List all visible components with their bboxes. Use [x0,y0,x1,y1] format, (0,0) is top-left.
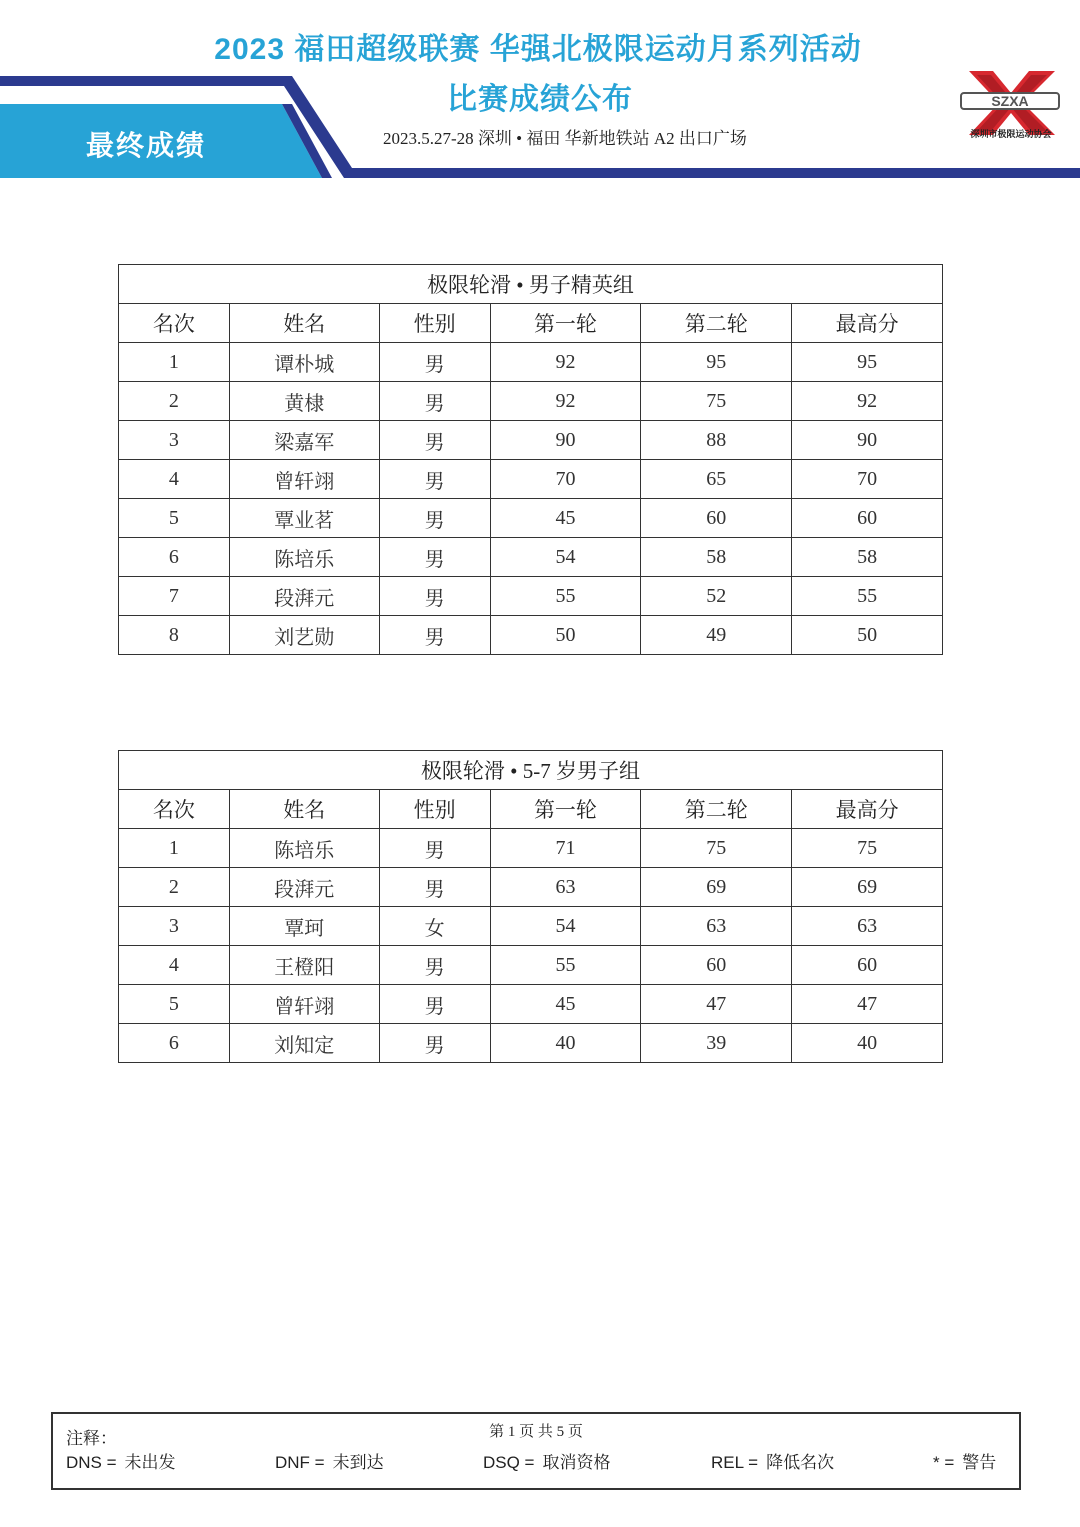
table-header-row [119,304,943,343]
footer-legend-box [51,1412,1021,1490]
table-row: 7 段湃元 男 55 52 55 [119,577,943,616]
table-row: 4 王橙阳 男 55 60 60 [119,946,943,985]
col-header-round1: 第一轮 [490,304,641,343]
table-row: 2 黄棣 男 92 75 92 [119,382,943,421]
col-header-name: 姓名 [229,790,379,829]
table-row: 5 曾轩翊 男 45 47 47 [119,985,943,1024]
legend-rel: REL = 降低名次 [711,1453,835,1472]
col-header-gender: 性别 [379,790,490,829]
col-header-name: 姓名 [229,304,379,343]
col-header-round2: 第二轮 [641,304,792,343]
results-table-elite [118,264,943,655]
col-header-best: 最高分 [792,790,943,829]
col-header-round1: 第一轮 [490,790,641,829]
table-row: 3 梁嘉军 男 90 88 90 [119,421,943,460]
table-row: 6 陈培乐 男 54 58 58 [119,538,943,577]
legend-dnf: DNF = 未到达 [275,1453,384,1472]
table-row: 4 曾轩翊 男 70 65 70 [119,460,943,499]
table-row: 6 刘知定 男 40 39 40 [119,1024,943,1063]
logo-caption: 深圳市极限运动协会 [970,129,1052,139]
note-label: 注释： [66,1429,117,1448]
col-header-rank: 名次 [119,304,230,343]
table-row: 2 段湃元 男 63 69 69 [119,868,943,907]
table-title: 极限轮滑 • 5-7 岁男子组 [119,751,943,790]
results-table-5-7 [118,750,943,1063]
table-row: 8 刘艺勋 男 50 49 50 [119,616,943,655]
table-title: 极限轮滑 • 男子精英组 [119,265,943,304]
table-row: 5 覃业茗 男 45 60 60 [119,499,943,538]
table-header-row [119,790,943,829]
col-header-gender: 性别 [379,304,490,343]
legend-warning: * = 警告 [933,1453,997,1472]
main-title: 2023 福田超级联赛 华强北极限运动月系列活动 [214,33,862,66]
col-header-best: 最高分 [792,304,943,343]
legend-dsq: DSQ = 取消资格 [483,1453,611,1472]
table-row: 1 谭朴城 男 92 95 95 [119,343,943,382]
banner-label: 最终成绩 [86,130,207,161]
page-indicator: 第 1 页 共 5 页 [489,1424,583,1440]
svg-text:SZXA: SZXA [991,93,1029,109]
table-row: 1 陈培乐 男 71 75 75 [119,829,943,868]
sub-title: 比赛成绩公布 [447,83,633,116]
event-date-location: 2023.5.27-28 深圳 • 福田 华新地铁站 A2 出口广场 [383,129,747,148]
col-header-round2: 第二轮 [641,790,792,829]
col-header-rank: 名次 [119,790,230,829]
table-row: 3 覃珂 女 54 63 63 [119,907,943,946]
legend-dns: DNS = 未出发 [66,1453,176,1472]
